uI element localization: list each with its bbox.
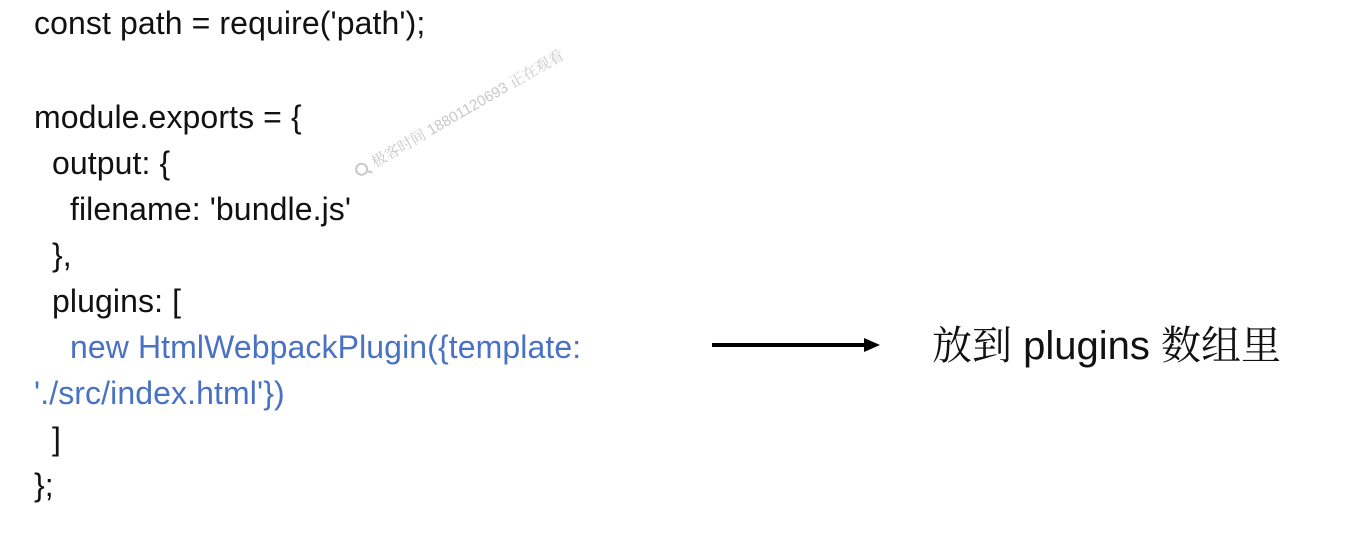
- code-line-require: const path = require('path');: [34, 5, 426, 41]
- code-line-output: output: {: [34, 145, 171, 181]
- watermark: [351, 44, 568, 181]
- code-line-filename: filename: 'bundle.js': [34, 191, 352, 227]
- code-line-module-close: };: [34, 467, 54, 503]
- annotation-text: 放到 plugins 数组里: [932, 324, 1281, 368]
- code-line-plugins: plugins: [: [34, 283, 182, 319]
- code-line-module-exports: module.exports = {: [34, 99, 302, 135]
- right-arrow-icon: [712, 332, 882, 358]
- geektime-logo-icon: [353, 160, 371, 178]
- code-line-output-close: },: [34, 237, 72, 273]
- code-line-html-webpack-plugin: new HtmlWebpackPlugin({template:: [34, 329, 582, 365]
- watermark-text: 极客时间 18801120693 正在观看: [368, 47, 567, 172]
- code-line-template-path: './src/index.html'}): [34, 375, 285, 411]
- code-line-plugins-close: ]: [34, 421, 61, 457]
